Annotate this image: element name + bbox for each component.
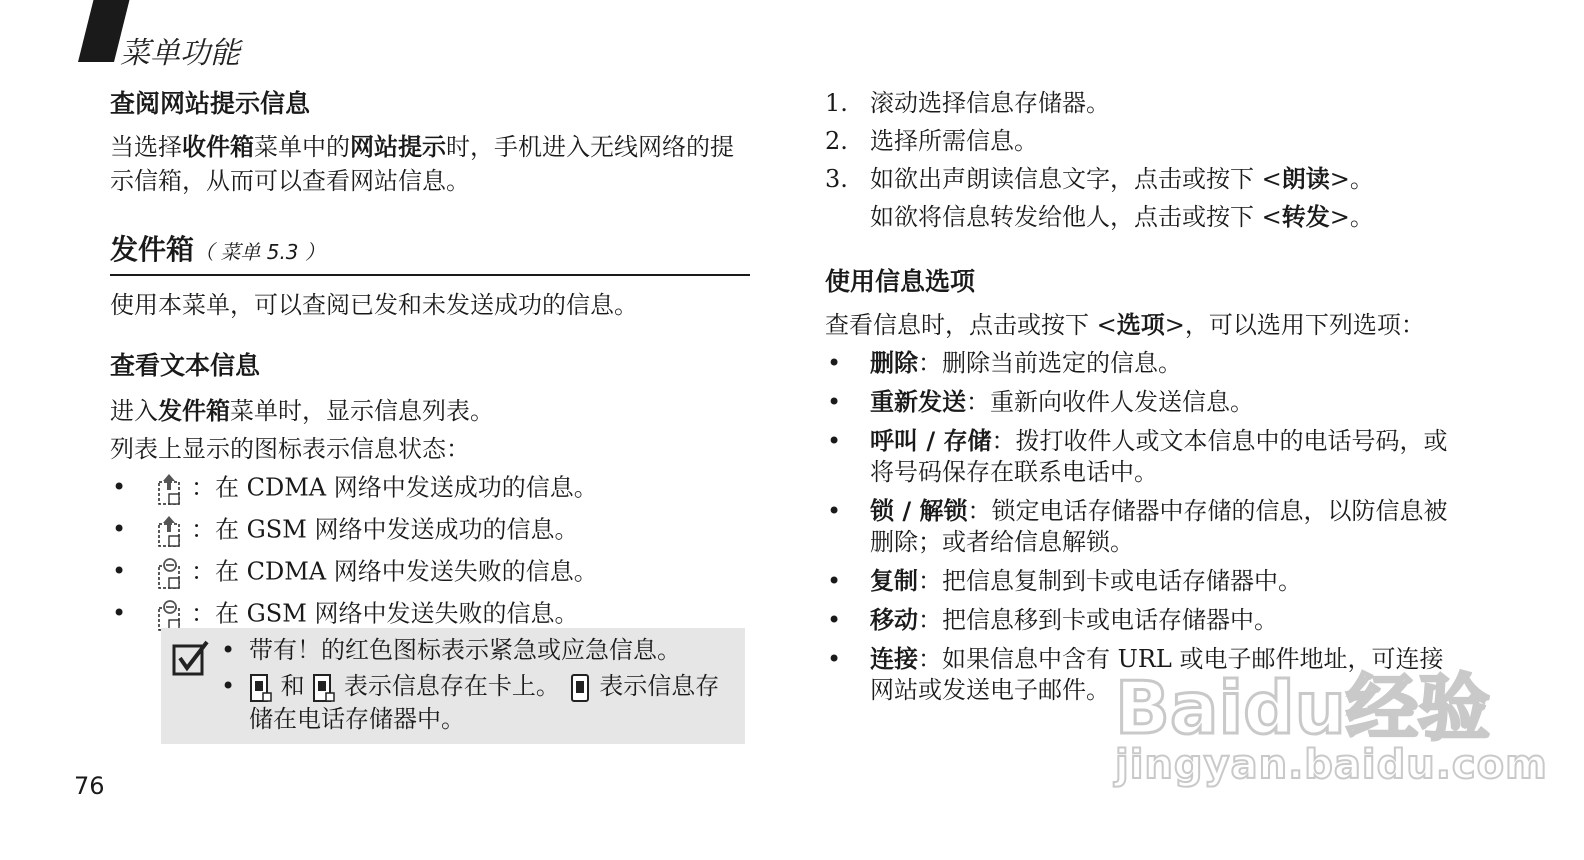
page-number: 76 <box>74 772 105 800</box>
icon-description: ：在 CDMA 网络中发送成功的信息。 <box>191 473 598 502</box>
step-text: 滚动选择信息存储器。 <box>870 89 1110 117</box>
right-column <box>825 84 1465 714</box>
step-text: >。 <box>1329 165 1374 193</box>
menu-ref: （ 菜单 5.3 ） <box>194 240 325 264</box>
note-text: 和 <box>280 672 305 700</box>
icon-status-list <box>110 472 750 632</box>
option-desc: ：删除当前选定的信息。 <box>918 349 1182 377</box>
softkey-read: 朗读 <box>1281 165 1330 193</box>
option-name: 移动 <box>870 606 918 634</box>
sim-card-icon <box>312 673 336 703</box>
phone-memory-icon <box>568 673 592 703</box>
option-item: • 连接：如果信息中含有 URL 或电子邮件地址，可连接网站或发送电子邮件。 <box>827 645 1444 704</box>
note-text: 带有！的红色图标表示紧急或应急信息。 <box>249 636 681 664</box>
paragraph-view-text <box>110 394 750 428</box>
option-item: • 删除：删除当前选定的信息。 <box>827 349 1182 377</box>
left-column <box>110 84 750 640</box>
icon-description: ：在 CDMA 网络中发送失败的信息。 <box>191 557 598 586</box>
list-item: • ：在 CDMA 网络中发送失败的信息。 <box>110 556 750 590</box>
checkbox-note-icon <box>171 638 211 678</box>
step-number: 2. <box>825 127 848 155</box>
step-number: 1. <box>825 89 848 117</box>
list-item: • ：在 GSM 网络中发送失败的信息。 <box>110 598 750 632</box>
bold-term: 网站提示 <box>350 133 446 161</box>
failed-icon <box>155 556 185 590</box>
sent-icon <box>155 514 185 548</box>
icon-description: ：在 GSM 网络中发送成功的信息。 <box>191 515 579 544</box>
softkey-options: 选项 <box>1116 311 1165 339</box>
step-item <box>825 198 1465 236</box>
icon-description: ：在 GSM 网络中发送失败的信息。 <box>191 599 579 628</box>
note-list <box>221 634 731 739</box>
option-item: • 重新发送：重新向收件人发送信息。 <box>827 388 1254 416</box>
bold-term: 发件箱 <box>158 397 230 425</box>
softkey-forward: 转发 <box>1281 203 1330 231</box>
watermark-logo: Baidu经验 <box>1115 666 1490 750</box>
step-text: 如欲将信息转发给他人，点击或按下 < <box>870 203 1282 231</box>
list-item: • ：在 CDMA 网络中发送成功的信息。 <box>110 472 750 506</box>
option-desc: ：把信息复制到卡或电话存储器中。 <box>918 567 1302 595</box>
step-number: 3. <box>825 165 848 193</box>
step-text: 选择所需信息。 <box>870 127 1038 155</box>
option-item: • 锁 / 解锁：锁定电话存储器中存储的信息，以防信息被删除；或者给信息解锁。 <box>827 497 1448 556</box>
option-desc: ：重新向收件人发送信息。 <box>966 388 1254 416</box>
step-item <box>825 122 1465 160</box>
watermark-url: jingyan.baidu.com <box>1115 742 1548 788</box>
option-name: 重新发送 <box>870 388 966 416</box>
bold-term: 收件箱 <box>182 133 254 161</box>
paragraph-options <box>825 308 1465 342</box>
note-item: • 和 表示信息存在卡上。 表示信息存储在电话存储器中。 <box>221 672 720 733</box>
steps-list <box>825 84 1465 236</box>
list-item: • ：在 GSM 网络中发送成功的信息。 <box>110 514 750 548</box>
step-item <box>825 84 1465 122</box>
text: 菜单时，显示信息列表。 <box>230 397 494 425</box>
paragraph-website-info <box>110 130 750 198</box>
text: 查看信息时，点击或按下 < <box>825 311 1117 339</box>
note-box <box>161 628 745 744</box>
option-desc: ：锁定电话存储器中存储的信息，以防信息被删除；或者给信息解锁。 <box>870 497 1448 556</box>
failed-icon <box>155 598 185 632</box>
section-label: 菜单功能 <box>120 36 240 71</box>
note-text: 表示信息存储在电话存储器中。 <box>249 672 720 733</box>
option-name: 复制 <box>870 567 918 595</box>
heading-view-text: 查看文本信息 <box>110 351 261 380</box>
option-name: 删除 <box>870 349 918 377</box>
option-desc: ：如果信息中含有 URL 或电子邮件地址，可连接网站或发送电子邮件。 <box>870 645 1444 704</box>
option-desc: ：把信息移到卡或电话存储器中。 <box>918 606 1278 634</box>
option-item: • 移动：把信息移到卡或电话存储器中。 <box>827 606 1278 634</box>
step-text: 如欲出声朗读信息文字，点击或按下 < <box>870 165 1282 193</box>
note-text: 表示信息存在卡上。 <box>343 672 560 700</box>
paragraph-outbox: 使用本菜单，可以查阅已发和未发送成功的信息。 <box>110 291 638 319</box>
heading-options: 使用信息选项 <box>825 267 976 296</box>
sim-card-icon <box>249 673 273 703</box>
option-name: 锁 / 解锁 <box>870 497 968 525</box>
option-desc: ：拨打收件人或文本信息中的电话号码，或将号码保存在联系电话中。 <box>870 427 1448 486</box>
note-item: • 带有！的红色图标表示紧急或应急信息。 <box>221 636 681 664</box>
step-text: >。 <box>1329 203 1374 231</box>
text: 进入 <box>110 397 158 425</box>
option-name: 连接 <box>870 645 918 673</box>
heading-website-info: 查阅网站提示信息 <box>110 89 311 118</box>
option-item: • 复制：把信息复制到卡或电话存储器中。 <box>827 567 1302 595</box>
text: 时，手机进入无线网络的提示信箱，从而可以查看网站信息。 <box>110 133 734 195</box>
text: 菜单中的 <box>254 133 350 161</box>
option-item: • 呼叫 / 存储：拨打收件人或文本信息中的电话号码，或将号码保存在联系电话中。 <box>827 427 1448 486</box>
step-item <box>825 160 1465 198</box>
outbox-heading <box>110 228 750 276</box>
option-name: 呼叫 / 存储 <box>870 427 992 455</box>
text: >，可以选用下列选项： <box>1164 311 1425 339</box>
sent-icon <box>155 472 185 506</box>
paragraph-icon-intro: 列表上显示的图标表示信息状态： <box>110 435 470 463</box>
text: 当选择 <box>110 133 182 161</box>
heading-outbox: 发件箱 <box>110 233 195 266</box>
